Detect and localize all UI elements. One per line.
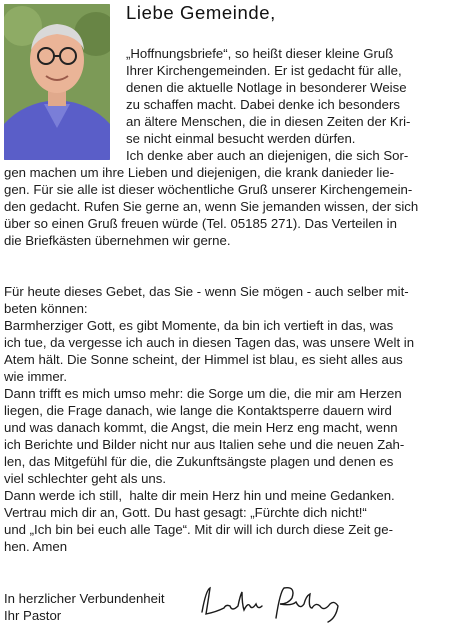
prayer-line: hen. Amen	[4, 539, 68, 554]
prayer-line: beten können:	[4, 301, 88, 316]
paragraph1-line: zu schaffen macht. Dabei denke ich besonders	[126, 97, 400, 112]
prayer-line: Atem hält. Die Sonne scheint, der Himmel ist blau, es sieht alles aus	[4, 352, 403, 367]
prayer-line: len, das Mitgefühl für die, die Zukunftsängste plagen und denen es	[4, 454, 394, 469]
prayer-line: ich Berichte und Bilder nicht nur aus Italien sehe und die neuen Zah-	[4, 437, 405, 452]
paragraph2-line: über so einen Gruß freuen würde (Tel. 05185 271). Das Verteilen in	[4, 216, 397, 231]
paragraph1-line: se nicht einmal besucht werden dürfen.	[126, 131, 356, 146]
prayer-line: Barmherziger Gott, es gibt Momente, da bin ich vertieft in das, was	[4, 318, 394, 333]
paragraph1-line: denen die aktuelle Notlage in besonderer Weise	[126, 80, 407, 95]
prayer-line: wie immer.	[4, 369, 68, 384]
paragraph2-line: gen. Für sie alle ist dieser wöchentliche Gruß unserer Kirchengemein-	[4, 182, 413, 197]
paragraph1-line: an ältere Menschen, die in diesen Zeiten der Kri-	[126, 114, 411, 129]
pastor-portrait	[4, 4, 110, 160]
prayer-line: und „Ich bin bei euch alle Tage“. Mit dir will ich durch diese Zeit ge-	[4, 522, 393, 537]
paragraph2-line: den gedacht. Rufen Sie gerne an, wenn Sie jemanden wissen, der sich	[4, 199, 419, 214]
prayer-line: Dann werde ich still, halte dir mein Herz hin und meine Gedanken.	[4, 488, 395, 503]
closing-role: Ihr Pastor	[4, 608, 62, 623]
closing-phrase: In herzlicher Verbundenheit	[4, 591, 165, 606]
paragraph1-line: Ihrer Kirchengemeinden. Er ist gedacht für alle,	[126, 63, 402, 78]
paragraph2-line: Ich denke aber auch an diejenigen, die sich Sor-	[126, 148, 409, 163]
prayer-line: ich tue, da vergesse ich auch in diesen Tagen das, was unsere Welt in	[4, 335, 415, 350]
paragraph1-line: „Hoffnungsbriefe“, so heißt dieser kleine Gruß	[126, 46, 394, 61]
prayer-line: Vertrau mich dir an, Gott. Du hast gesagt: „Fürchte dich nicht!“	[4, 505, 367, 520]
prayer-line: Dann trifft es mich umso mehr: die Sorge um die, die mir am Herzen	[4, 386, 402, 401]
prayer-line: Für heute dieses Gebet, das Sie - wenn Sie mögen - auch selber mit-	[4, 284, 409, 299]
prayer-line: viel schlechter geht als uns.	[4, 471, 166, 486]
prayer-line: liegen, die Frage danach, wie lange die Kontaktsperre dauern wird	[4, 403, 392, 418]
handwritten-signature	[196, 582, 346, 631]
paragraph2-line: die Briefkästen übernehmen wir gerne.	[4, 233, 231, 248]
prayer-line: und was danach kommt, die Angst, die mein Herz eng macht, wenn	[4, 420, 398, 435]
letter-greeting: Liebe Gemeinde,	[126, 2, 276, 23]
paragraph2-line: gen machen um ihre Lieben und diejenigen, die krank danieder lie-	[4, 165, 395, 180]
